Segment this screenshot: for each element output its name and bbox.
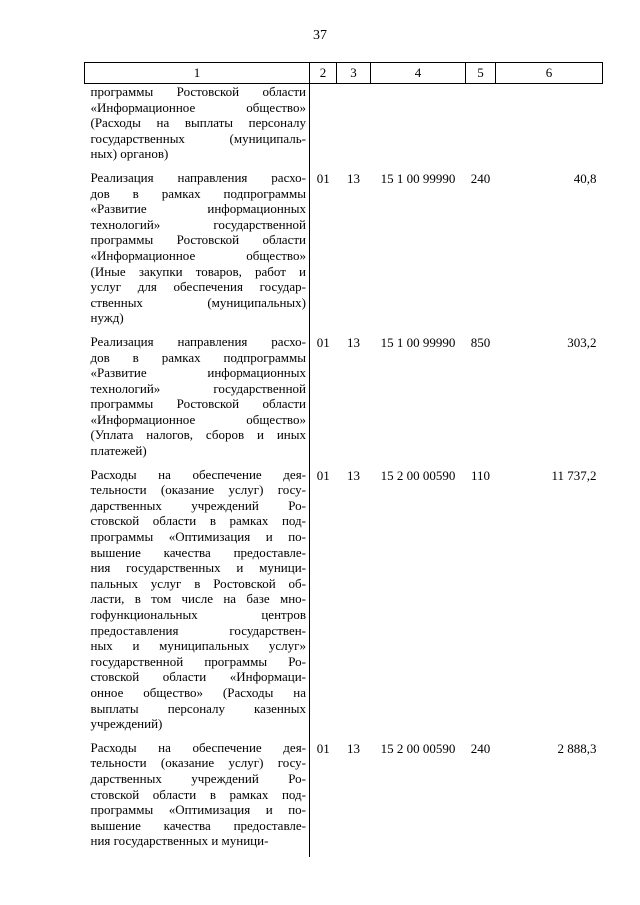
description-line: Расходы на обеспечение дея- (90, 466, 306, 482)
table-row (85, 170, 603, 334)
description-line: программы Ростовской области (90, 84, 306, 99)
table-row (85, 84, 603, 170)
description-line: услуг для обеспечения государ- (90, 279, 306, 295)
amount: 40,8 (573, 170, 597, 186)
section-code: 01 (316, 170, 330, 186)
description-line: Реализация направления расхо- (90, 333, 306, 349)
description-line: ных) органов) (90, 146, 169, 162)
description-line: стовской области «Информаци- (90, 669, 306, 685)
amount: 11 737,2 (551, 467, 597, 483)
description-line: ласти, в том числе на базе мно- (90, 591, 306, 607)
header-col-4: 4 (371, 63, 466, 84)
table-row (85, 467, 603, 740)
description-line: нужд) (90, 310, 124, 326)
subsection-code: 13 (347, 334, 360, 350)
header-col-6: 6 (496, 63, 603, 84)
row-description (85, 84, 310, 170)
description-line: программы «Оптимизация и по- (90, 529, 306, 545)
amount: 2 888,3 (557, 740, 597, 756)
description-line: государственных (муниципаль- (90, 130, 306, 146)
row-description (85, 170, 310, 334)
header-col-5: 5 (466, 63, 496, 84)
subsection-code: 13 (347, 467, 360, 483)
description-line: «Информационное общество» (90, 247, 306, 263)
description-line: «Информационное общество» (90, 99, 306, 115)
section-code: 01 (316, 334, 330, 350)
section-code: 01 (316, 740, 330, 756)
description-line: ных и муниципальных услуг» (90, 638, 306, 654)
page-number: 37 (313, 28, 327, 43)
table-row (85, 740, 603, 857)
description-line: ния государственных и муници- (90, 560, 306, 576)
description-line: гофункциональных центров (90, 607, 306, 622)
amount: 303,2 (567, 334, 597, 350)
description-line: программы «Оптимизация и по- (90, 802, 306, 818)
description-line: пальных услуг в Ростовской об- (90, 575, 306, 591)
target-article-code: 15 1 00 99990 (380, 334, 456, 350)
description-line: дарственных учреждений Ро- (90, 497, 306, 513)
description-line: вышение качества предоставле- (90, 544, 306, 560)
description-line: ния государственных и муници- (90, 833, 269, 849)
description-line: ственных (муниципальных) (90, 294, 306, 310)
description-line: «Информационное общество» (90, 411, 306, 427)
row-description (85, 740, 310, 857)
description-line: программы Ростовской области (90, 396, 306, 412)
description-line: тельности (оказание услуг) госу- (90, 755, 306, 771)
description-line: (Иные закупки товаров, работ и (90, 263, 306, 279)
description-line: государственной программы Ро- (90, 653, 306, 669)
description-line: технологий» государственной (90, 380, 306, 396)
description-line: тельности (оказание услуг) госу- (90, 482, 306, 498)
expense-type-code (466, 84, 496, 170)
expense-type-code: 240 (470, 740, 491, 756)
target-article-code: 15 1 00 99990 (380, 170, 456, 186)
description-line: стовской области в рамках под- (90, 786, 306, 802)
description-line: «Развитие информационных (90, 365, 306, 381)
budget-table (84, 62, 603, 857)
expense-type-code: 850 (470, 334, 491, 350)
expense-type-code: 110 (470, 467, 491, 483)
description-line: платежей) (90, 443, 147, 459)
header-col-3: 3 (337, 63, 371, 84)
target-article-code: 15 2 00 00590 (380, 740, 456, 756)
description-line: предоставления государствен- (90, 622, 306, 638)
section-code: 01 (316, 467, 330, 483)
description-line: Расходы на обеспечение дея- (90, 739, 306, 755)
header-col-2: 2 (310, 63, 337, 84)
amount (496, 84, 603, 170)
row-description (85, 334, 310, 467)
header-col-1: 1 (85, 63, 310, 84)
description-line: технологий» государственной (90, 216, 306, 232)
description-line: вышение качества предоставле- (90, 817, 306, 833)
expense-type-code: 240 (470, 170, 491, 186)
target-article-code (371, 84, 466, 170)
description-line: дов в рамках подпрограммы (90, 349, 306, 365)
description-line: дарственных учреждений Ро- (90, 770, 306, 786)
row-description (85, 467, 310, 740)
table-row (85, 334, 603, 467)
description-line: онное общество» (Расходы на (90, 684, 306, 700)
section-code (310, 84, 337, 170)
subsection-code: 13 (347, 740, 360, 756)
description-line: стовской области в рамках под- (90, 513, 306, 529)
table-header-row (85, 63, 603, 84)
target-article-code: 15 2 00 00590 (380, 467, 456, 483)
subsection-code (337, 84, 371, 170)
subsection-code: 13 (347, 170, 360, 186)
description-line: Реализация направления расхо- (90, 169, 306, 185)
description-line: «Развитие информационных (90, 201, 306, 217)
description-line: учреждений) (90, 716, 163, 732)
description-line: программы Ростовской области (90, 232, 306, 248)
description-line: (Уплата налогов, сборов и иных (90, 427, 306, 443)
description-line: выплаты персоналу казенных (90, 700, 306, 716)
description-line: дов в рамках подпрограммы (90, 185, 306, 201)
description-line: (Расходы на выплаты персоналу (90, 115, 306, 131)
